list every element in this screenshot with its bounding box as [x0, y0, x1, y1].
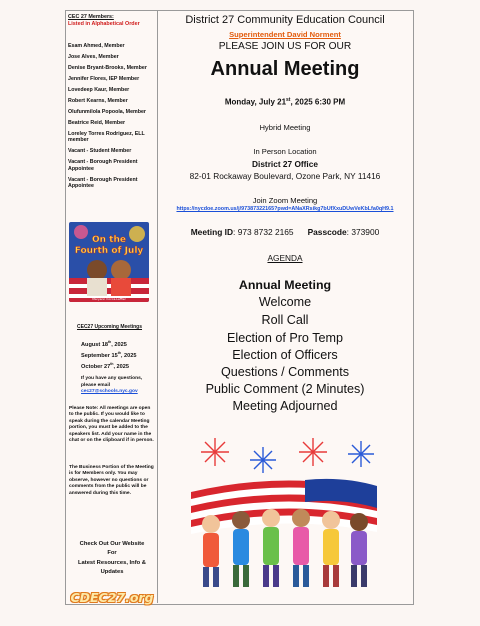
office-name: District 27 Office: [252, 159, 318, 169]
svg-text:On the: On the: [91, 235, 127, 245]
zoom-link[interactable]: https://nycdoe.zoom.us/j/97387322165?pwd=ANaXRsikg7bUfXxuDUwVeKbLfa0qH9.1: [176, 206, 394, 212]
questions-text: If you have any questions, please email cec27@schools.nyc.gov: [81, 376, 143, 394]
in-person-label: In Person Location: [253, 147, 317, 156]
business-note: The Business Portion of the Meeting is for Members only. You may observe, however no questions or comments from the public will be answered during this time.: [69, 465, 154, 496]
agenda-item: Election of Officers: [232, 348, 338, 362]
upcoming-meetings-title: CEC27 Upcoming Meetings: [77, 324, 143, 330]
agenda-item: Public Comment (2 Minutes): [205, 382, 365, 396]
agenda-item: Election of Pro Temp: [227, 331, 343, 345]
svg-text:Maryann Cocca-Leffler: Maryann Cocca-Leffler: [92, 297, 126, 301]
agenda-title: Annual Meeting: [238, 278, 332, 292]
member-item: Denise Bryant-Brooks, Member: [68, 65, 147, 71]
upcoming-date: October 27th, 2025: [81, 362, 129, 370]
public-note: Please Note: All meetings are open to the public. If you would like to speak during the calendar Meeting portion, you must be added to the speakers list. Add your name in the chat or on the clipboard if in person.: [69, 406, 154, 444]
member-item: Loreley Torres Rodriguez, ELL member: [68, 131, 145, 144]
council-title: District 27 Community Education Council: [185, 14, 385, 26]
email-link[interactable]: cec27@schools.nyc.gov: [81, 389, 138, 394]
meeting-date: Monday, July 21st, 2025 6:30 PM: [224, 97, 346, 107]
agenda-item: Roll Call: [261, 313, 309, 327]
members-subtitle: Listed in Alphabetical Order: [68, 21, 140, 27]
superintendent: Superintendent David Norment: [229, 30, 341, 39]
agenda-item: Meeting Adjourned: [232, 399, 338, 413]
sidebar: [65, 10, 158, 603]
members-title: CEC 27 Members:: [68, 14, 114, 20]
member-item: Beatrice Reid, Member: [68, 120, 126, 126]
website-logo[interactable]: CDEC27.org: [70, 590, 154, 605]
book-cover-image: [69, 222, 149, 302]
upcoming-date: August 18th, 2025: [81, 340, 127, 348]
svg-text:Fourth of July: Fourth of July: [74, 246, 144, 256]
fireworks: [201, 438, 374, 473]
zoom-label: Join Zoom Meeting: [252, 196, 318, 205]
member-item: Vacant - Borough President Appointee: [68, 176, 138, 190]
agenda-item: Questions / Comments: [220, 365, 350, 379]
member-item: Jennifer Flores, IEP Member: [68, 76, 140, 82]
upcoming-date: September 15th, 2025: [81, 351, 137, 359]
agenda-label: AGENDA: [267, 253, 303, 263]
page-title: Annual Meeting: [210, 58, 360, 80]
hybrid-label: Hybrid Meeting: [259, 123, 311, 132]
office-address: 82-01 Rockaway Boulevard, Ozone Park, NY 11416: [189, 171, 381, 181]
member-item: Esam Ahmed, Member: [68, 43, 125, 49]
member-item: Jose Alves, Member: [68, 54, 119, 60]
member-item: Olufunmilola Popoola, Member: [68, 109, 146, 115]
member-item: Lovedeep Kaur, Member: [68, 87, 130, 93]
fourth-of-july-illustration: [185, 432, 385, 594]
member-item: Vacant - Borough President Appointee: [68, 159, 138, 172]
upcoming-dates: [81, 338, 136, 371]
website-promo: Check Out Our Website For Latest Resources, Info & Updates: [78, 541, 146, 576]
member-item: Robert Kearns, Member: [68, 98, 128, 104]
members-header: [68, 14, 140, 28]
agenda-item: Welcome: [258, 295, 312, 309]
meeting-credentials: Meeting ID: 973 8732 2165 Passcode: 373900: [190, 227, 380, 237]
join-us-text: PLEASE JOIN US FOR OUR: [218, 41, 352, 52]
member-item: Vacant - Student Member: [68, 148, 132, 155]
members-list: [68, 43, 156, 194]
